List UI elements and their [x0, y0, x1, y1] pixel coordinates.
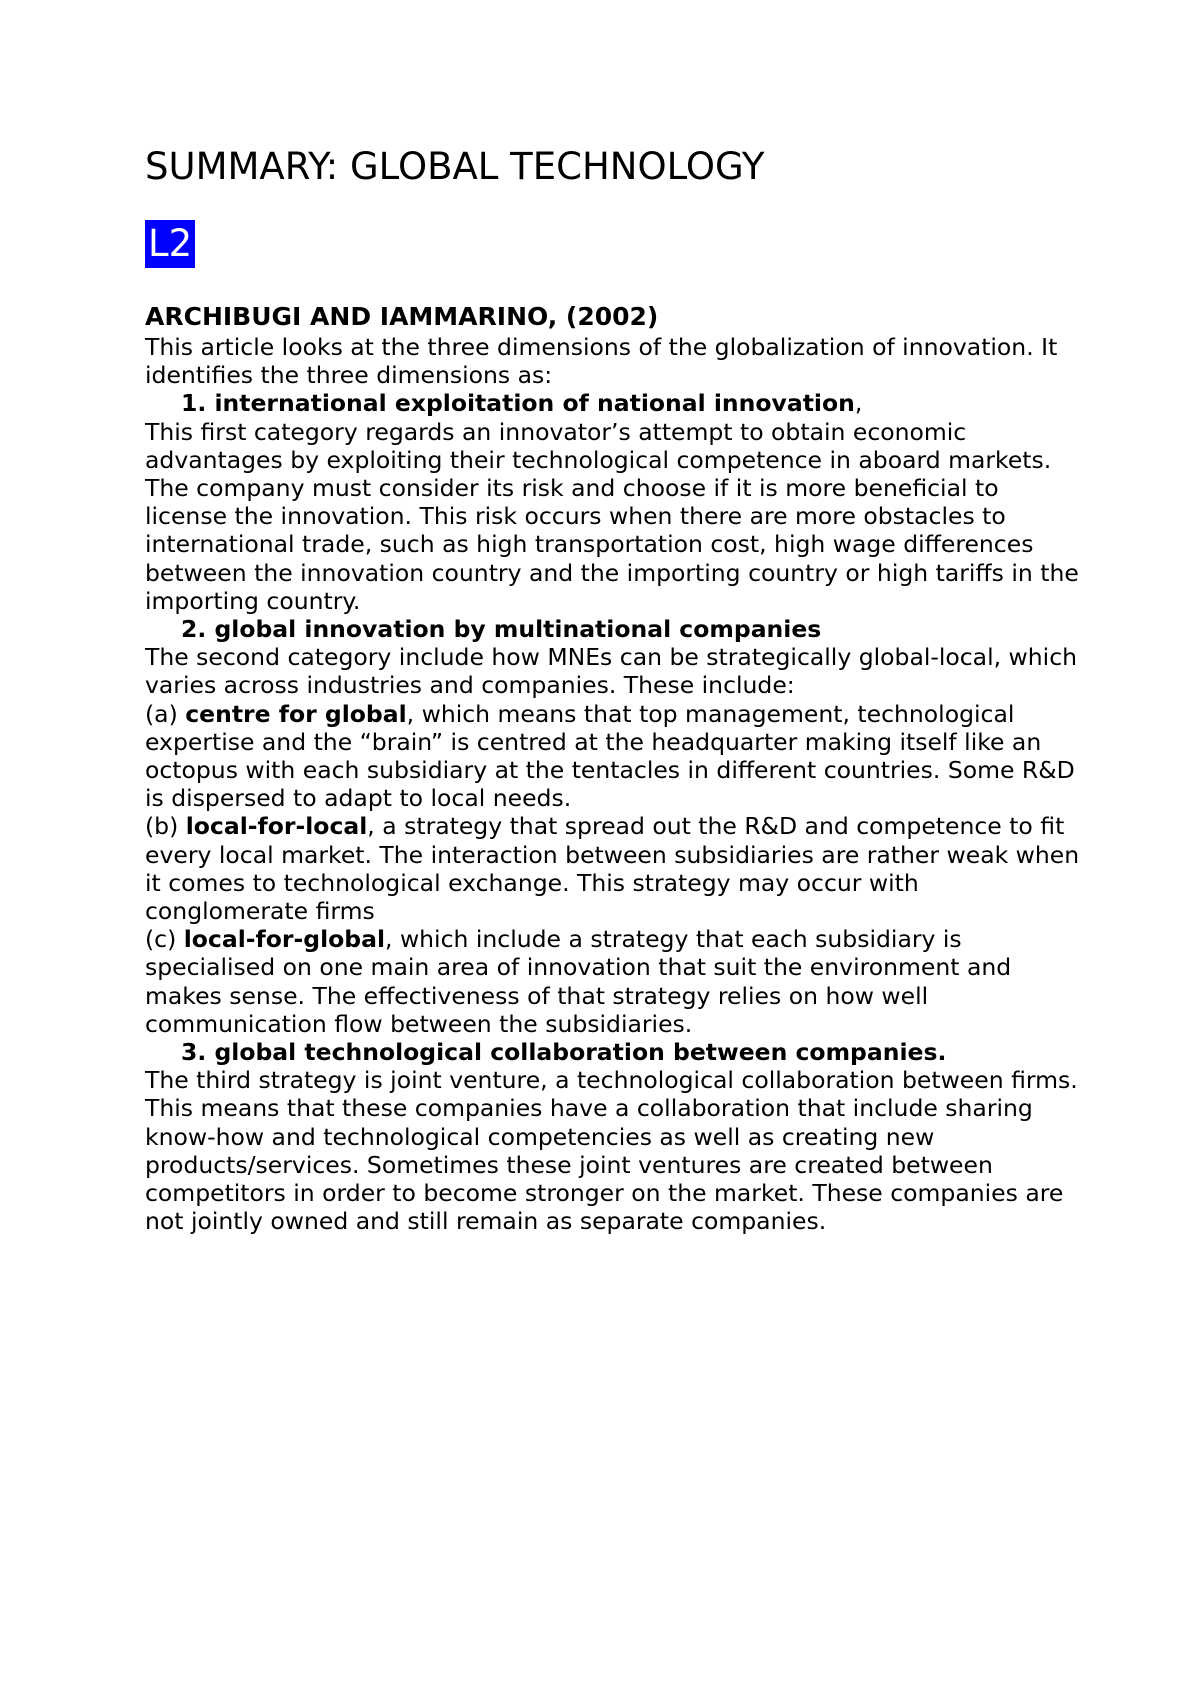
dimension-1-heading: [145, 389, 1085, 417]
strategy-c-prefix: (c): [145, 925, 184, 954]
intro-paragraph: This article looks at the three dimensions of the globalization of innovation. It identifies the three dimensions as:: [145, 333, 1058, 390]
strategy-b-prefix: (b): [145, 812, 186, 841]
strategy-a-paragraph: [145, 700, 1085, 813]
dimension-1-body: This first category regards an innovator’s attempt to obtain economic advantages by exploiting their technological competence in aboard markets. The company must consider its risk and choose if it is more beneficial to license the innovation. This risk occurs when there are more obstacles to international trade, such as high transportation cost, high wage differences between the innovation country and the importing country or high tariffs in the importing country.: [145, 417, 1079, 615]
strategy-c-paragraph: [145, 925, 1085, 1038]
document-title: SUMMARY: GLOBAL TECHNOLOGY: [145, 145, 765, 188]
dimension-1-heading-text: 1. international exploitation of national innovation: [181, 389, 855, 418]
dimension-2-body: The second category include how MNEs can be strategically global-local, which varies across industries and companies. These include:: [145, 643, 1078, 700]
strategy-b-term: local-for-local: [185, 812, 368, 841]
dimension-2-heading: 2. global innovation by multinational companies: [181, 615, 822, 644]
dimension-3-body: The third strategy is joint venture, a technological collaboration between firms. This means that these companies have a collaboration that include sharing know-how and technological competencies as well as creating new products/services. Sometimes these joint ventures are created between competitors in order to become stronger on the market. These companies are not jointly owned and still remain as separate companies.: [145, 1066, 1078, 1236]
strategy-a-text: , which means that top management, technological expertise and the “brain” is centred at the headquarter making itself like an octopus with each subsidiary at the tentacles in different countries. Some R&D is dispersed to adapt to local needs.: [145, 699, 1075, 813]
strategy-a-prefix: (a): [145, 699, 186, 728]
strategy-c-text: , which include a strategy that each subsidiary is specialised on one main area of innovation that suit the environment and makes sense. The effectiveness of that strategy relies on how well communication flow between the subsidiaries.: [145, 925, 1012, 1038]
document-content: [145, 301, 1085, 1236]
strategy-a-term: centre for global: [185, 699, 407, 728]
section-heading: ARCHIBUGI AND IAMMARINO, (2002): [145, 302, 659, 331]
lecture-badge: L2: [145, 220, 195, 268]
dimension-3-heading: 3. global technological collaboration between companies.: [181, 1038, 947, 1067]
strategy-b-text: , a strategy that spread out the R&D and competence to fit every local market. The interaction between subsidiaries are rather weak when it comes to technological exchange. This strategy may occur with conglomerate firms: [145, 812, 1080, 926]
strategy-b-paragraph: [145, 812, 1085, 925]
dimension-1-heading-trail: ,: [854, 389, 863, 418]
strategy-c-term: local-for-global: [183, 925, 385, 954]
